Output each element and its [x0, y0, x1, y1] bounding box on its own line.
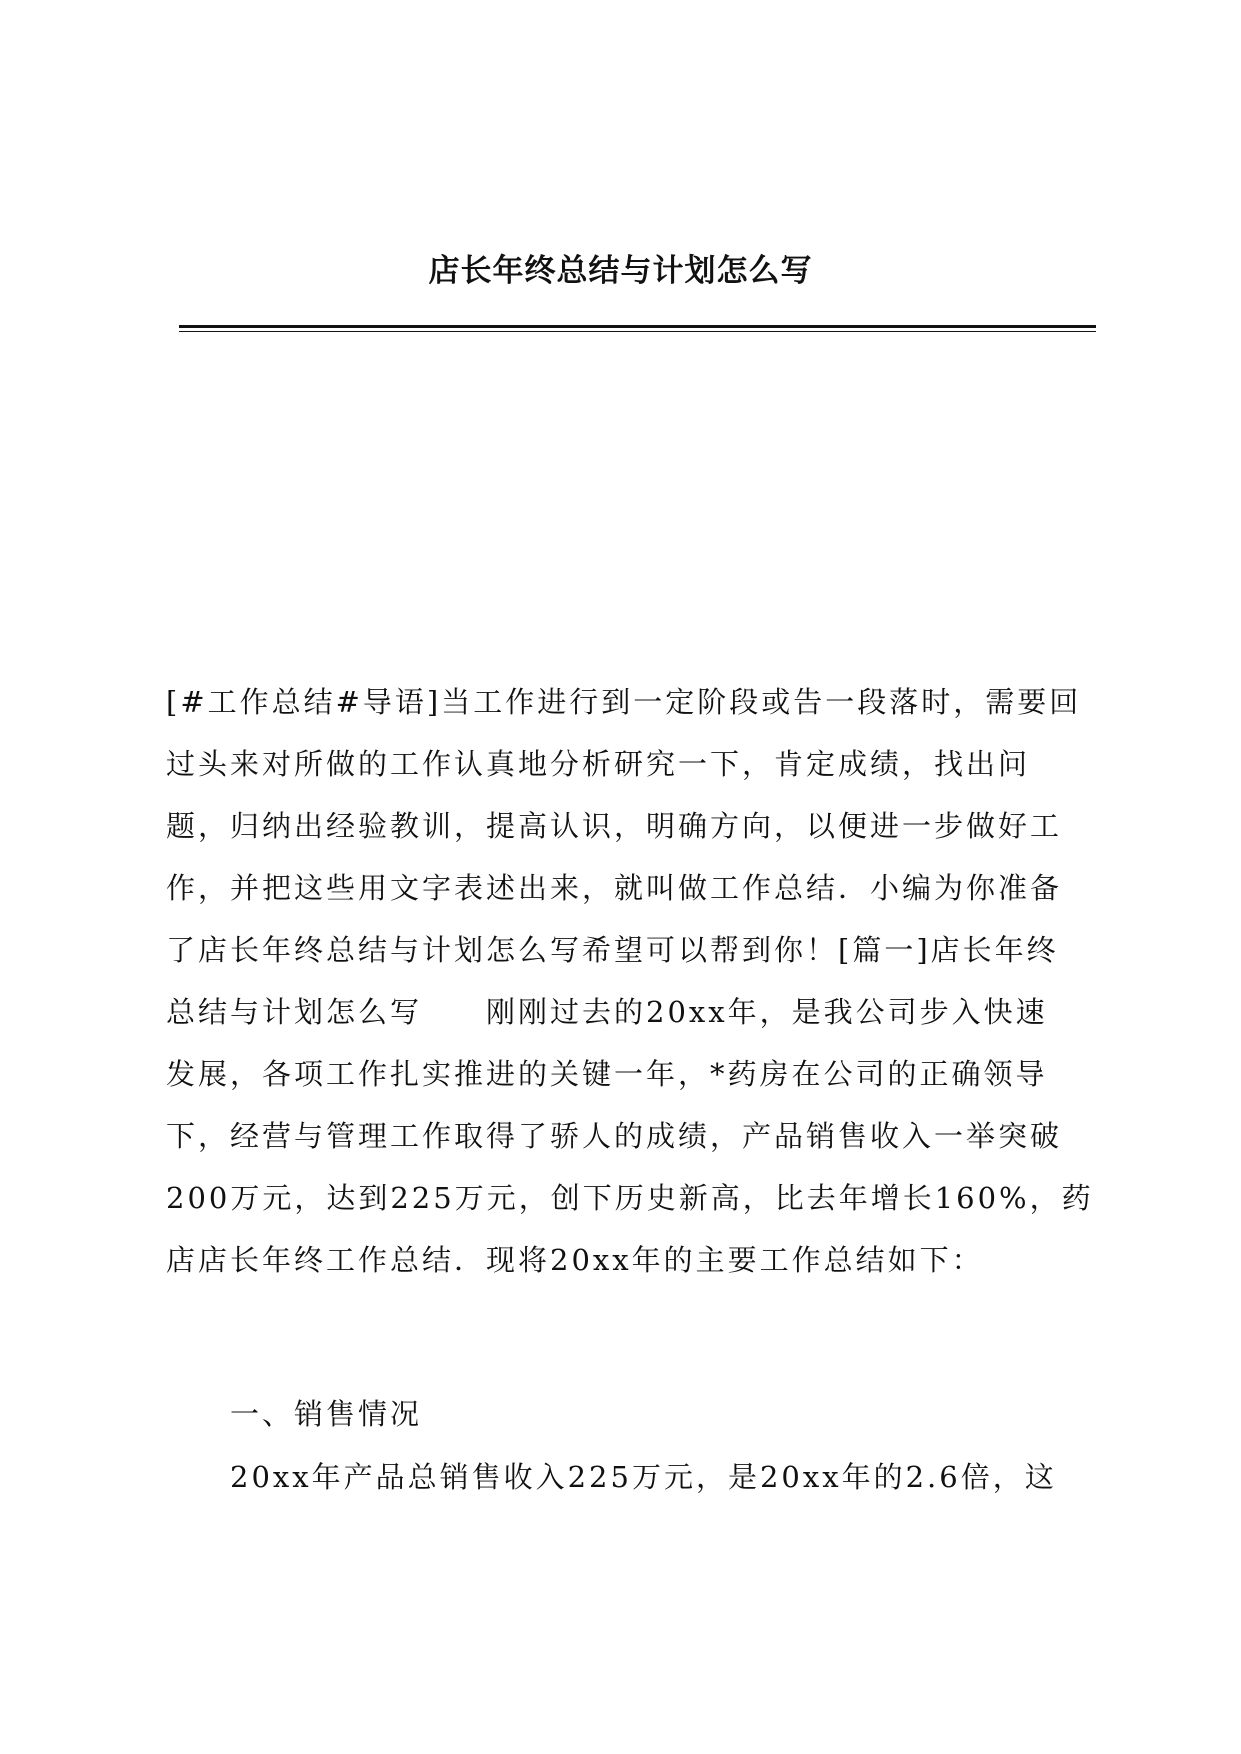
intro-line: 店店长年终工作总结．现将20xx年的主要工作总结如下： [166, 1243, 984, 1277]
section-heading-sales: 一、销售情况 [230, 1397, 423, 1431]
intro-line: 过头来对所做的工作认真地分析研究一下，肯定成绩，找出问 [166, 747, 1031, 781]
intro-line: 200万元，达到225万元，创下历史新高，比去年增长160%，药 [166, 1181, 1094, 1215]
intro-line: 发展，各项工作扎实推进的关键一年，*药房在公司的正确领导 [166, 1057, 1048, 1091]
intro-line: 下，经营与管理工作取得了骄人的成绩，产品销售收入一举突破 [166, 1119, 1063, 1153]
intro-line: [#工作总结#导语]当工作进行到一定阶段或告一段落时，需要回 [166, 685, 1082, 719]
intro-line: 总结与计划怎么写 刚刚过去的20xx年，是我公司步入快速 [166, 995, 1048, 1029]
title-rule-thick [179, 325, 1096, 328]
intro-paragraph [166, 671, 1096, 1291]
title-rule-thin [179, 331, 1096, 332]
sales-paragraph: 20xx年产品总销售收入225万元，是20xx年的2.6倍，这 [230, 1460, 1057, 1494]
intro-line: 了店长年终总结与计划怎么写希望可以帮到你！[篇一]店长年终 [166, 933, 1059, 967]
intro-line: 题，归纳出经验教训，提高认识，明确方向，以便进一步做好工 [166, 809, 1063, 843]
document-title: 店长年终总结与计划怎么写 [428, 253, 813, 289]
intro-line: 作，并把这些用文字表述出来，就叫做工作总结．小编为你准备 [166, 871, 1063, 905]
